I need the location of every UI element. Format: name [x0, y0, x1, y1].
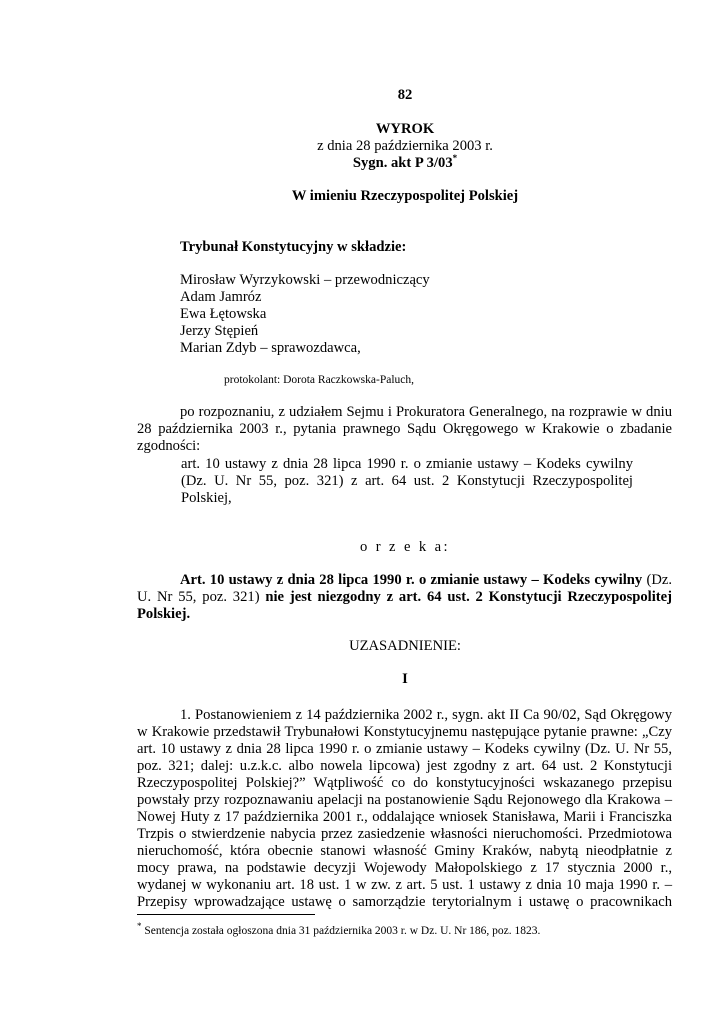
ruling-normal-text: U. Nr 55, poz. 321): [137, 589, 260, 605]
consideration-line: 28 października 2003 r., pytania prawnego Sądu Okręgowego w Krakowie o zbadanie: [137, 421, 672, 437]
member-line: Ewa Łętowska: [180, 306, 267, 322]
body-line: nieruchomość, która obecnie stanowi własność Gminy Kraków, nabytą nieodpłatnie z: [137, 843, 672, 859]
footnote-mark: *: [137, 921, 142, 932]
body-line: 1. Postanowieniem z 14 października 2002 r., sygn. akt II Ca 90/02, Sąd Okręgowy: [180, 707, 672, 723]
consideration-line: zgodności:: [137, 438, 201, 454]
ruling-bold-text: nie jest niezgodny z art. 64 ust. 2 Konstytucji Rzeczypospolitej: [265, 589, 672, 605]
ruling-normal-text: (Dz.: [646, 572, 672, 588]
page-number: 82: [397, 87, 413, 103]
body-line: Nowej Huty z 17 października 2001 r., oddalające wniosek Stanisława, Marii i Franciszka: [137, 809, 672, 825]
quoted-provision-line: (Dz. U. Nr 55, poz. 321) z art. 64 ust. 2 Konstytucji Rzeczypospolitej: [181, 473, 633, 489]
footnote-text: Sentencja została ogłoszona dnia 31 października 2003 r. w Dz. U. Nr 186, poz. 1823.: [144, 925, 541, 937]
body-line: Trzpis o stwierdzenie nabycia przez zasiedzenie własności nieruchomości. Przedmiotowa: [137, 826, 672, 842]
ruling-heading: o r z e k a:: [360, 539, 450, 555]
justification-heading: UZASADNIENIE:: [349, 638, 461, 654]
body-line: Rzeczypospolitej Polskiej?” Wątpliwość co do konstytucyjności wskazanego przepisu: [137, 775, 672, 791]
quoted-provision-line: art. 10 ustawy z dnia 28 lipca 1990 r. o zmianie ustawy – Kodeks cywilny: [181, 456, 633, 472]
preamble: W imieniu Rzeczypospolitej Polskiej: [291, 188, 519, 204]
member-line: Adam Jamróz: [180, 289, 262, 305]
judgment-title: WYROK: [375, 121, 435, 137]
signature-text: Sygn. akt P 3/03: [352, 155, 453, 171]
ruling-bold-text: Art. 10 ustawy z dnia 28 lipca 1990 r. o zmianie ustawy – Kodeks cywilny: [180, 572, 643, 588]
body-line: powstały przy rozpoznawaniu apelacji na postanowienie Sądu Rejonowego dla Krakowa –: [137, 792, 672, 808]
composition-heading: Trybunał Konstytucyjny w składzie:: [180, 239, 407, 255]
recorder-line: protokolant: Dorota Raczkowska-Paluch,: [224, 374, 415, 386]
ruling-line: Polskiej.: [137, 606, 191, 622]
body-line: Przepisy wprowadzające ustawę o samorządzie terytorialnym i ustawę o pracownikach: [137, 894, 672, 910]
consideration-line: po rozpoznaniu, z udziałem Sejmu i Prokuratora Generalnego, na rozprawie w dniu: [180, 404, 672, 420]
section-number: I: [402, 671, 408, 687]
member-line: Jerzy Stępień: [180, 323, 259, 339]
footnote-reference: *: [452, 153, 458, 164]
body-line: w Krakowie przedstawił Trybunałowi Konstytucyjnemu następujące pytanie prawne: „Czy: [137, 724, 672, 740]
judgment-date: z dnia 28 października 2003 r.: [317, 138, 493, 154]
member-line: Marian Zdyb – sprawozdawca,: [180, 340, 361, 356]
footnote-separator: [137, 914, 315, 915]
quoted-provision-line: Polskiej,: [181, 490, 232, 506]
footnote: [137, 922, 540, 941]
body-line: poz. 321; dalej: u.z.k.c. albo nowela lipcowa) jest zgodny z art. 64 ust. 2 Konstytucji: [137, 758, 672, 774]
body-line: art. 10 ustawy z dnia 28 lipca 1990 r. o zmianie ustawy – Kodeks cywilny (Dz. U. Nr 55,: [137, 741, 672, 757]
case-signature: [0, 154, 724, 173]
body-line: wydanej w wykonaniu art. 18 ust. 1 w zw. z art. 5 ust. 1 ustawy z dnia 10 maja 1990 r. –: [137, 877, 672, 893]
body-line: mocy prawa, na podstawie decyzji Wojewody Małopolskiego z 17 stycznia 2000 r.,: [137, 860, 672, 876]
member-line: Mirosław Wyrzykowski – przewodniczący: [180, 272, 430, 288]
